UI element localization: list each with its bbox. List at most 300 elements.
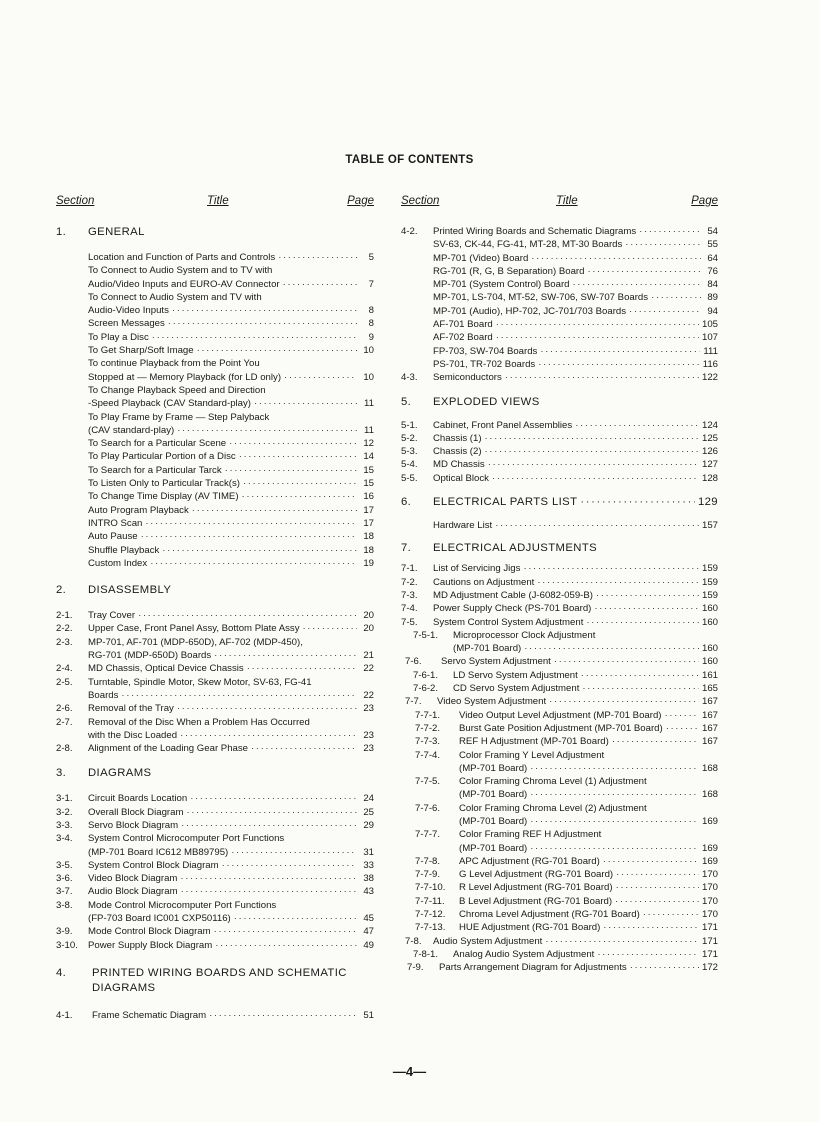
toc-entry: [401, 589, 718, 602]
dot-leader: [190, 792, 357, 805]
dot-leader: [530, 815, 699, 828]
entry-title: MD Adjustment Cable (J-6082-059-B): [433, 589, 593, 601]
entry-title: Removal of the Disc When a Problem Has Occurred: [88, 716, 310, 728]
dot-leader: [643, 908, 699, 921]
section-number: 5-1.: [401, 419, 418, 431]
dot-leader: [554, 655, 699, 668]
page-ref: 116: [702, 358, 718, 370]
entry-title: HUE Adjustment (RG-701 Board): [459, 922, 601, 934]
page-ref: 22: [363, 689, 374, 701]
toc-entry: [56, 716, 374, 743]
toc-entry: [401, 371, 718, 384]
dot-leader: [172, 304, 357, 317]
dot-leader: [625, 238, 701, 251]
entry-title: PS-701, TR-702 Boards: [433, 358, 536, 370]
entry-title: To Connect to Audio System and TV with: [88, 291, 262, 303]
page-ref: 15: [363, 464, 374, 476]
page-ref: 171: [701, 948, 718, 960]
toc-entry: [401, 602, 718, 615]
toc-entry: [401, 265, 718, 278]
toc-entry: [401, 775, 718, 802]
toc-entry: [56, 859, 374, 872]
toc-entry: [56, 357, 374, 384]
section-number: 2-3.: [56, 636, 73, 648]
entry-title: MP-701, LS-704, MT-52, SW-706, SW-707 Boards: [433, 292, 649, 304]
entry-title: Circuit Boards Location: [88, 793, 188, 805]
page-ref: 45: [363, 913, 374, 925]
entry-title: RG-701 (R, G, B Separation) Board: [433, 265, 585, 277]
page-ref: 167: [701, 696, 718, 708]
entry-title: To Get Sharp/Soft Image: [88, 345, 194, 357]
dot-leader: [152, 331, 357, 344]
dot-leader: [616, 881, 699, 894]
toc-chapter: [56, 966, 374, 996]
toc-entry: [56, 885, 374, 898]
dot-leader: [587, 265, 701, 278]
dot-leader: [181, 885, 357, 898]
entry-title: To Connect to Audio System and to TV with: [88, 265, 273, 277]
dot-leader: [651, 291, 701, 304]
page-ref: 43: [363, 886, 374, 898]
section-number: 7-7.: [405, 696, 422, 708]
page-ref: 171: [701, 922, 718, 934]
toc-entry: [401, 305, 718, 318]
toc-entries-right: [401, 225, 718, 975]
dot-leader: [254, 397, 357, 410]
dot-leader: [505, 371, 699, 384]
section-number: 7-7-2.: [415, 722, 441, 734]
toc-entry: [56, 557, 374, 570]
section-number: 7-6-1.: [413, 669, 439, 681]
dot-leader: [168, 317, 357, 330]
entry-title: SV-63, CK-44, FG-41, MT-28, MT-30 Boards: [433, 239, 623, 251]
section-number: 4-2.: [401, 226, 418, 237]
toc-entry: [56, 384, 374, 411]
toc-entry: [401, 629, 718, 656]
entry-title: (CAV standard-play): [88, 424, 175, 436]
section-number: 3.: [56, 767, 67, 780]
dot-leader: [239, 450, 357, 463]
entry-title: System Control System Adjustment: [433, 616, 584, 628]
entry-title: To Search for a Particular Tarck: [88, 464, 222, 476]
dot-leader: [150, 557, 357, 570]
entry-title: Color Framing REF H Adjustment: [459, 829, 602, 841]
page-ref: 10: [363, 371, 374, 383]
page-ref: 23: [363, 703, 374, 715]
entry-title: Auto Program Playback: [88, 504, 189, 516]
section-number: 7-9.: [407, 962, 424, 974]
section-number: 4.: [56, 966, 67, 979]
page-ref: 18: [363, 544, 374, 556]
page-ref: 23: [363, 743, 374, 755]
dot-leader: [537, 576, 699, 589]
section-number: 3-2.: [56, 806, 73, 818]
entry-title: Color Framing Y Level Adjustment: [459, 749, 605, 761]
section-number: 3-8.: [56, 899, 73, 911]
entry-title: Cautions on Adjustment: [433, 576, 535, 588]
section-number: 3-10.: [56, 939, 78, 951]
page-ref: 18: [363, 531, 374, 543]
dot-leader: [488, 458, 699, 471]
page-ref: 10: [363, 345, 374, 357]
dot-leader: [145, 517, 357, 530]
entry-title: (MP-701 Board): [453, 643, 522, 655]
toc-entry: [401, 345, 718, 358]
entry-title: Video Block Diagram: [88, 873, 178, 885]
page-ref: 170: [701, 909, 718, 921]
dot-leader: [594, 602, 699, 615]
page-ref: 47: [363, 926, 374, 938]
toc-entry: [401, 895, 718, 908]
toc-chapter: [401, 395, 718, 410]
page-ref: 76: [707, 265, 718, 277]
page-ref: 29: [363, 819, 374, 831]
page-ref: 127: [701, 459, 718, 471]
section-number: 1.: [56, 226, 67, 238]
entry-title: Frame Schematic Diagram: [92, 1009, 207, 1021]
dot-leader: [192, 504, 357, 517]
page-ref: 160: [701, 616, 718, 628]
section-number: 7-7-3.: [415, 736, 441, 748]
dot-leader: [492, 472, 699, 485]
page-ref: 159: [701, 563, 718, 575]
dot-leader: [545, 935, 699, 948]
section-number: 3-5.: [56, 859, 73, 871]
page-ref: 54: [707, 226, 718, 237]
dot-leader: [575, 419, 699, 432]
section-number: 7-7-4.: [415, 749, 441, 761]
page-ref: 169: [701, 855, 718, 867]
page-ref: 161: [701, 669, 718, 681]
entry-title: (MP-701 Board IC612 MB89795): [88, 846, 229, 858]
entry-title: (MP-701 Board): [459, 789, 528, 801]
entry-title: To Change Playback Speed and Direction: [88, 384, 266, 396]
toc-entry: [401, 576, 718, 589]
page-ref: 7: [368, 278, 374, 290]
dot-leader: [664, 709, 699, 722]
section-number: 2-2.: [56, 623, 73, 635]
dot-leader: [222, 859, 357, 872]
toc-entry: [56, 530, 374, 543]
section-number: 7-2.: [401, 576, 418, 588]
dot-leader: [580, 495, 695, 510]
section-number: 2-5.: [56, 676, 73, 688]
entry-title: MD Chassis: [433, 459, 485, 471]
dot-leader: [495, 519, 699, 532]
toc-entry: [56, 1009, 374, 1022]
page-ref: 16: [363, 491, 374, 503]
entry-title: DISASSEMBLY: [88, 584, 172, 597]
toc-entry: [401, 961, 718, 974]
toc-entry: [56, 622, 374, 635]
page-ref: 24: [363, 793, 374, 805]
toc-entry: [56, 331, 374, 344]
page-ref: 12: [363, 438, 374, 450]
toc-entry: [56, 609, 374, 622]
page-ref: 89: [707, 292, 718, 304]
dot-leader: [242, 490, 357, 503]
entry-title: Color Framing Chroma Level (2) Adjustment: [459, 802, 647, 814]
dot-leader: [303, 622, 357, 635]
dot-leader: [586, 616, 699, 629]
entry-title: Audio Block Diagram: [88, 886, 178, 898]
page-ref: 15: [363, 478, 374, 490]
section-number: 5-4.: [401, 459, 418, 471]
dot-leader: [278, 251, 357, 264]
dot-leader: [229, 437, 357, 450]
dot-leader: [582, 682, 699, 695]
dot-leader: [121, 689, 357, 702]
toc-entry: [401, 278, 718, 291]
toc-entry: [401, 828, 718, 855]
page-title: TABLE OF CONTENTS: [345, 154, 474, 166]
section-number: 7-5.: [401, 616, 418, 628]
entry-title: MP-701, AF-701 (MDP-650D), AF-702 (MDP-450),: [88, 636, 303, 648]
toc-entry: [401, 331, 718, 344]
page-ref: 165: [701, 683, 718, 695]
page-ref: 33: [363, 859, 374, 871]
page-ref: 172: [701, 962, 718, 974]
entry-title: Servo Block Diagram: [88, 819, 179, 831]
entry-title: B Level Adjustment (RG-701 Board): [459, 895, 613, 907]
dot-leader: [283, 278, 357, 291]
page-ref: 55: [707, 239, 718, 251]
dot-leader: [538, 358, 699, 371]
page-ref: 168: [701, 762, 718, 774]
toc-entry: [56, 504, 374, 517]
toc-entry: [401, 709, 718, 722]
dot-leader: [530, 842, 699, 855]
section-number: 7-6-2.: [413, 683, 439, 695]
toc-entry: [56, 251, 374, 264]
entry-title: -Speed Playback (CAV Standard-play): [88, 398, 251, 410]
page-ref: 160: [701, 656, 718, 668]
dot-leader: [603, 921, 699, 934]
entry-title: MP-701 (Video) Board: [433, 252, 529, 264]
dot-leader: [603, 855, 699, 868]
dot-leader: [247, 662, 357, 675]
entry-title: Color Framing Chroma Level (1) Adjustment: [459, 776, 647, 788]
dot-leader: [597, 948, 699, 961]
page-ref: 20: [363, 623, 374, 635]
toc-entry: [56, 832, 374, 859]
entry-title: CD Servo System Adjustment: [453, 683, 580, 695]
entry-title: Parts Arrangement Diagram for Adjustments: [439, 962, 627, 974]
section-number: 2.: [56, 584, 67, 597]
entry-title: Location and Function of Parts and Controls: [88, 252, 276, 263]
dot-leader: [209, 1009, 357, 1022]
section-number: 3-1.: [56, 793, 73, 805]
entry-title: EXPLODED VIEWS: [433, 395, 540, 408]
section-number: 2-6.: [56, 703, 73, 715]
toc-entry: [401, 749, 718, 776]
dot-leader: [141, 530, 357, 543]
entry-title: INTRO Scan: [88, 517, 143, 529]
section-number: 3-7.: [56, 886, 73, 898]
toc-entry: [56, 702, 374, 715]
section-number: 6.: [401, 496, 412, 509]
dot-leader: [639, 225, 701, 238]
page-ref: 94: [707, 305, 718, 317]
entry-title: Power Supply Block Diagram: [88, 939, 213, 951]
toc-entry: [56, 676, 374, 703]
page-ref: 169: [701, 842, 718, 854]
entry-title: To Search for a Particular Scene: [88, 438, 227, 450]
toc-entry: [56, 437, 374, 450]
entry-title: AF-702 Board: [433, 332, 493, 344]
toc-entry: [56, 477, 374, 490]
page-ref: 49: [363, 939, 374, 951]
toc-entry: [401, 445, 718, 458]
toc-entry: [56, 291, 374, 318]
toc-entry: [401, 225, 718, 238]
dot-leader: [177, 424, 357, 437]
section-number: 5-3.: [401, 446, 418, 458]
dot-leader: [530, 788, 699, 801]
section-number: 7-7-7.: [415, 829, 441, 841]
page-ref: 167: [701, 722, 718, 734]
page-ref: 20: [363, 610, 374, 622]
toc-entry: [56, 806, 374, 819]
toc-entry: [56, 872, 374, 885]
toc-entry: [401, 616, 718, 629]
section-number: 5.: [401, 395, 412, 408]
dot-leader: [616, 868, 699, 881]
page-ref: 160: [701, 643, 718, 655]
page-ref: 11: [364, 424, 374, 436]
entry-title: Printed Wiring Boards and Schematic Diagrams: [433, 226, 637, 237]
page-ref: 111: [703, 345, 718, 357]
entry-title: Boards: [88, 689, 119, 701]
section-number: 7-7-12.: [415, 909, 446, 921]
dot-leader: [581, 669, 699, 682]
toc-entry: [56, 344, 374, 357]
dot-leader: [630, 961, 699, 974]
entry-title: Audio/Video Inputs and EURO-AV Connector: [88, 278, 280, 290]
toc-entry: [56, 411, 374, 438]
entry-title: Chroma Level Adjustment (RG-701 Board): [459, 909, 640, 921]
page-ref: 157: [701, 520, 718, 532]
toc-entry: [56, 939, 374, 952]
toc-chapter: [401, 495, 718, 510]
dot-leader: [524, 642, 699, 655]
section-number: 5-2.: [401, 432, 418, 444]
section-number: 7-7-13.: [415, 922, 446, 934]
page-ref: 126: [701, 446, 718, 458]
entry-title: Hardware List: [433, 520, 493, 532]
toc-chapter: [401, 541, 718, 556]
toc-entry: [56, 490, 374, 503]
toc-entry: [401, 519, 718, 532]
toc-right-column: [401, 195, 718, 975]
dot-leader: [214, 925, 357, 938]
entry-title: ELECTRICAL ADJUSTMENTS: [433, 542, 598, 555]
dot-leader: [523, 562, 699, 575]
page-ref: 170: [701, 882, 718, 894]
entry-title: To continue Playback from the Point You: [88, 358, 260, 370]
page-ref: 11: [364, 398, 374, 410]
dot-leader: [485, 432, 699, 445]
toc-entry: [56, 925, 374, 938]
entry-title: Turntable, Spindle Motor, Skew Motor, SV-63, FG-41: [88, 676, 312, 688]
section-number: 3-6.: [56, 873, 73, 885]
section-header: Section: [56, 195, 95, 207]
entry-title: Servo System Adjustment: [441, 656, 551, 668]
entry-title: Shuffle Playback: [88, 544, 160, 556]
section-number: 5-5.: [401, 472, 418, 484]
entry-title: Screen Messages: [88, 318, 165, 330]
dot-leader: [530, 762, 699, 775]
toc-entry: [401, 935, 718, 948]
toc-entry: [56, 899, 374, 926]
toc-chapter: [56, 766, 374, 781]
entry-title: AF-701 Board: [433, 319, 493, 331]
page-ref: 31: [363, 846, 374, 858]
entry-title: Overall Block Diagram: [88, 806, 184, 818]
page-ref: 169: [701, 815, 718, 827]
page-ref: 19: [363, 557, 374, 569]
entry-title: MD Chassis, Optical Device Chassis: [88, 663, 244, 675]
entry-title: (MP-701 Board): [459, 842, 528, 854]
page-ref: 125: [701, 432, 718, 444]
entry-title: Burst Gate Position Adjustment (MP-701 Board): [459, 722, 663, 734]
entry-title: Tray Cover: [88, 610, 136, 622]
dot-leader: [251, 742, 357, 755]
entry-title: Analog Audio System Adjustment: [453, 948, 595, 960]
entry-title: To Play a Disc: [88, 331, 149, 343]
entry-title: MP-701 (System Control) Board: [433, 279, 570, 291]
toc-left-column: [56, 195, 374, 1022]
title-header: Title: [556, 195, 578, 207]
dot-leader: [540, 345, 700, 358]
column-header: [56, 195, 374, 211]
entry-title: Video Output Level Adjustment (MP-701 Board): [459, 709, 662, 721]
page-ref: 17: [363, 504, 374, 516]
toc-entry: [401, 472, 718, 485]
entry-title: APC Adjustment (RG-701 Board): [459, 855, 600, 867]
dot-leader: [485, 445, 699, 458]
section-number: 7-7-10.: [415, 882, 446, 894]
dot-leader: [531, 252, 701, 265]
entry-title: System Control Block Diagram: [88, 859, 219, 871]
entry-title: To Change Time Display (AV TIME): [88, 491, 239, 503]
entry-title: Cabinet, Front Panel Assemblies: [433, 419, 573, 431]
toc-entry: [401, 802, 718, 829]
entry-title: Video System Adjustment: [437, 696, 547, 708]
dot-leader: [215, 939, 357, 952]
entry-title: Audio System Adjustment: [433, 935, 543, 947]
dot-leader: [186, 806, 357, 819]
dot-leader: [180, 729, 357, 742]
page-ref: 170: [701, 869, 718, 881]
page-ref: 25: [363, 806, 374, 818]
entry-title: Semiconductors: [433, 372, 502, 384]
dot-leader: [284, 371, 357, 384]
dot-leader: [573, 278, 702, 291]
entry-title: Chassis (2): [433, 446, 482, 458]
entry-title: Microprocessor Clock Adjustment: [453, 629, 596, 641]
section-number: 7-7-8.: [415, 855, 441, 867]
toc-entry: [401, 722, 718, 735]
page-ref: 167: [701, 709, 718, 721]
entry-title: G Level Adjustment (RG-701 Board): [459, 869, 614, 881]
page-ref: 168: [701, 789, 718, 801]
section-number: 7-8.: [405, 935, 422, 947]
toc-entry: [401, 868, 718, 881]
entry-title: Auto Pause: [88, 531, 138, 543]
section-number: 3-3.: [56, 819, 73, 831]
toc-chapter: [56, 225, 374, 240]
